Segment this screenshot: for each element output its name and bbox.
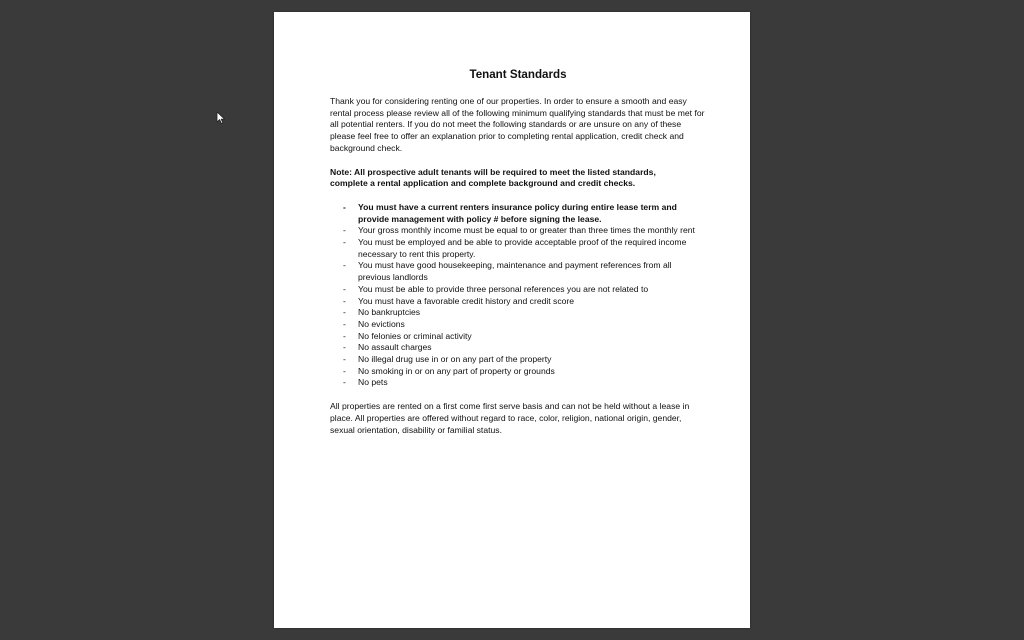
list-item: - No felonies or criminal activity	[330, 331, 706, 343]
list-item: - You must be employed and be able to provide acceptable proof of the required income necessary to rent this property.	[330, 237, 706, 260]
list-item: - No illegal drug use in or on any part of the property	[330, 354, 706, 366]
list-item: - No pets	[330, 377, 706, 389]
arrow-cursor-icon	[216, 111, 226, 125]
intro-paragraph: Thank you for considering renting one of our properties. In order to ensure a smooth and easy rental process please review all of the following minimum qualifying standards that must be met for all potential renters. If you do not meet the following standards or are unsure on any of these please feel free to offer an explanation prior to completing rental application, credit check and background check.	[330, 96, 705, 153]
document-page	[274, 12, 750, 628]
list-item: - You must have a favorable credit history and credit score	[330, 296, 706, 308]
list-item: - No bankruptcies	[330, 307, 706, 319]
list-item: - You must have a current renters insurance policy during entire lease term and provide management with policy # before signing the lease.	[330, 202, 706, 225]
note-paragraph: Note: All prospective adult tenants will be required to meet the listed standards, complete a rental application and complete background and credit checks.	[330, 166, 656, 189]
list-item: - No assault charges	[330, 342, 706, 354]
document-title: Tenant Standards	[469, 68, 567, 81]
standards-list	[330, 202, 706, 389]
document-body	[330, 68, 706, 436]
closing-paragraph: All properties are rented on a first come first serve basis and can not be held without a lease in place. All properties are offered without regard to race, color, religion, national origin, gender, sexual orientation, disability or familial status.	[330, 401, 690, 435]
list-item: - You must be able to provide three personal references you are not related to	[330, 284, 706, 296]
list-item: - Your gross monthly income must be equal to or greater than three times the monthly rent	[330, 225, 706, 237]
list-item: - No evictions	[330, 319, 706, 331]
list-item: - No smoking in or on any part of property or grounds	[330, 366, 706, 378]
list-item: - You must have good housekeeping, maintenance and payment references from all previous landlords	[330, 260, 706, 283]
